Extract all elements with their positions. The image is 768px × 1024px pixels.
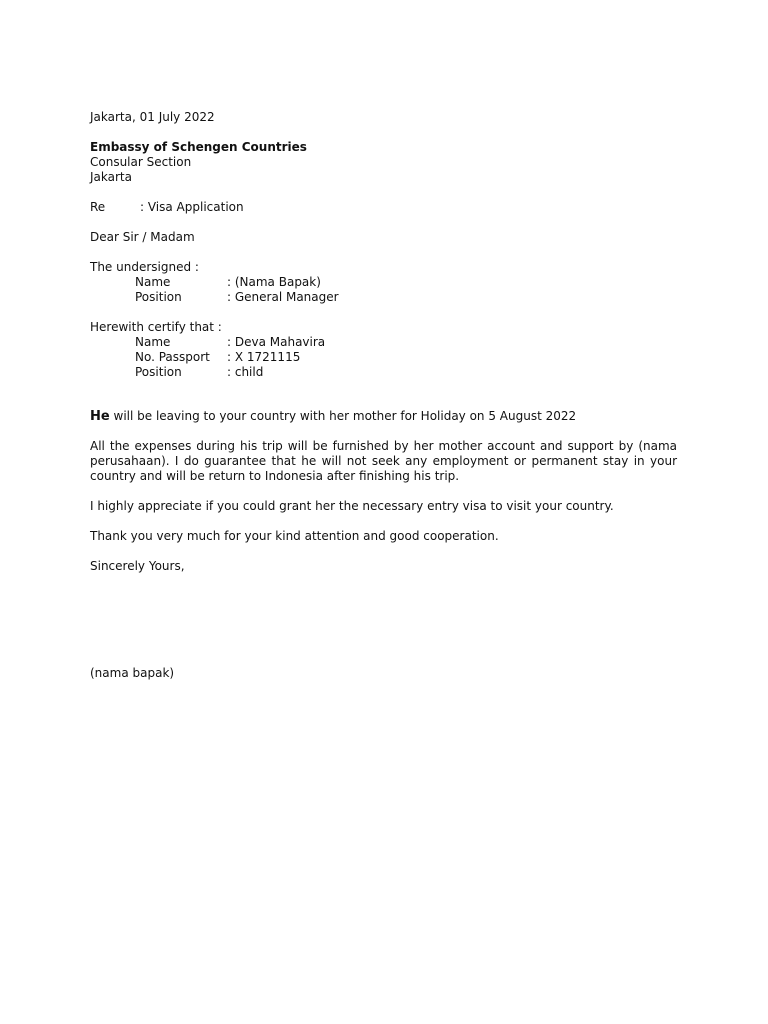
field-value: : Deva Mahavira [227,335,326,349]
salutation: Dear Sir / Madam [90,230,195,244]
closing: Sincerely Yours, [90,559,185,573]
field-value: : X 1721115 [227,350,301,364]
field-value: : General Manager [227,290,339,304]
field-value: : child [227,365,264,379]
undersigned-heading: The undersigned : [90,260,199,274]
subject-value: : Visa Application [140,200,244,214]
field-label: Position [135,290,182,304]
certify-field-row [90,365,677,380]
subject-line [90,200,677,215]
recipient-city: Jakarta [90,170,132,184]
certify-field-row [90,350,677,365]
field-label: Name [135,275,171,289]
field-value: : (Nama Bapak) [227,275,321,289]
signature-space [90,574,677,666]
certify-field-row [90,335,677,350]
recipient-name: Embassy of Schengen Countries [90,140,307,154]
certify-heading: Herewith certify that : [90,320,222,334]
undersigned-field-row [90,275,677,290]
body-paragraph-4: Thank you very much for your kind attention and good cooperation. [90,529,499,543]
body-paragraph-2: All the expenses during his trip will be furnished by her mother account and support by (nama perusahaan). I do guarantee that he will not seek any employment or permanent stay in your country and will be return to Indonesia after finishing his trip. [90,439,677,483]
field-label: No. Passport [135,350,210,364]
paragraph-lead-word: He [90,409,110,424]
recipient-section: Consular Section [90,155,192,169]
paragraph-text: will be leaving to your country with her mother for Holiday on 5 August 2022 [109,409,577,423]
subject-label: Re [90,200,106,214]
body-paragraph-1 [90,409,677,424]
undersigned-field-row [90,290,677,305]
place-date: Jakarta, 01 July 2022 [90,110,215,124]
letter-page [90,110,677,681]
field-label: Name [135,335,171,349]
signature-name: (nama bapak) [90,666,175,680]
field-label: Position [135,365,182,379]
body-paragraph-3: I highly appreciate if you could grant her the necessary entry visa to visit your country. [90,499,614,513]
